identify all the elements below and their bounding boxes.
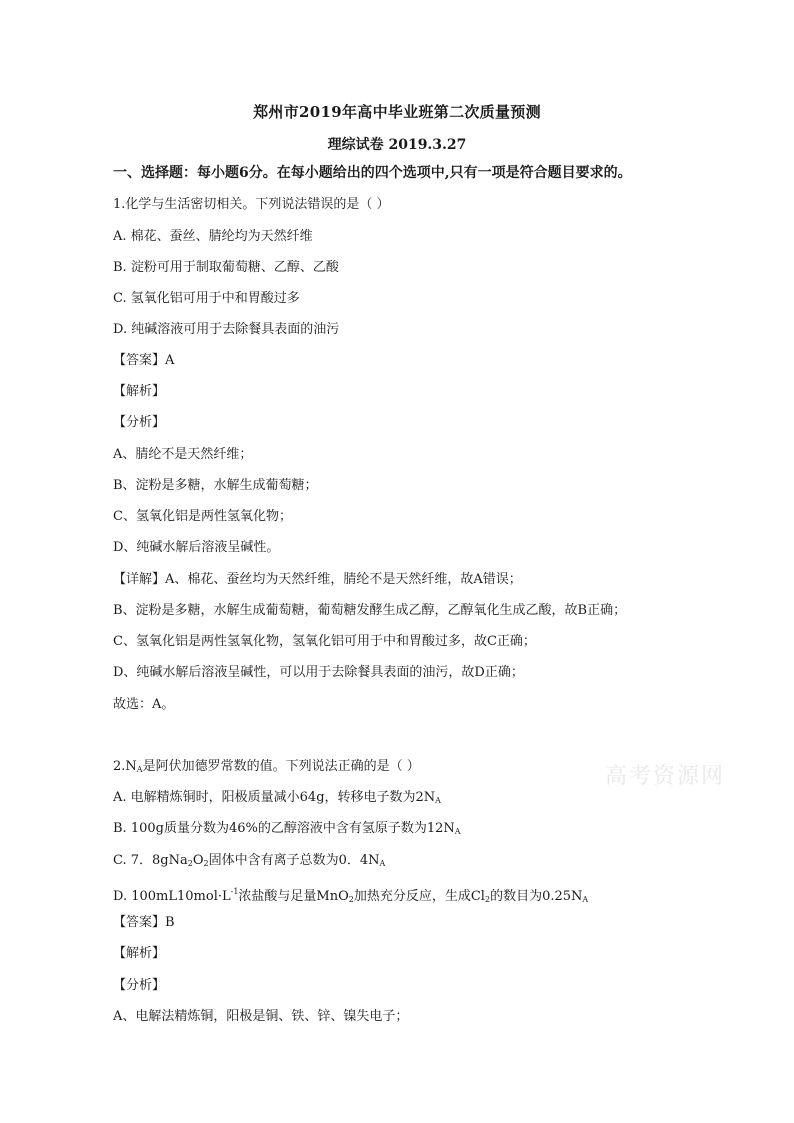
q2-option-c-part2: O	[192, 853, 204, 868]
q2-stem-pre: 2.N	[113, 759, 137, 774]
q2-option-d-sup: -1	[230, 887, 239, 896]
q2-option-b-text: B. 100g质量分数为46%的乙醇溶液中含有氢原子数为12N	[113, 821, 455, 836]
q2-option-c-sub3: A	[379, 859, 386, 868]
q2-option-a	[113, 789, 441, 810]
q2-fenxi-tag: 【分析】	[113, 978, 166, 993]
q2-option-d-sub2: 2	[484, 895, 491, 904]
q1-option-d: D. 纯碱溶液可用于去除餐具表面的油污	[113, 322, 340, 337]
watermark: 高考资源网	[605, 764, 726, 789]
q2-stem-post: 是阿伏加德罗常数的值。下列说法正确的是（ ）	[142, 759, 420, 774]
q1-option-b: B. 淀粉可用于制取葡萄糖、乙醇、乙酸	[113, 260, 339, 275]
q1-detail-b: B、淀粉是多糖，水解生成葡萄糖，葡萄糖发酵生成乙醇，乙醇氧化生成乙酸，故B正确；	[113, 603, 627, 618]
q2-option-c	[113, 852, 385, 873]
q2-fenxi-a: A、电解法精炼铜，阳极是铜、铁、锌、镍失电子；	[113, 1009, 409, 1024]
q2-stem	[113, 758, 420, 779]
q1-fenxi-a: A、腈纶不是天然纤维；	[113, 447, 253, 462]
q2-option-c-sub1: 2	[187, 859, 193, 868]
q2-option-d-sub1: 2	[348, 895, 354, 904]
q2-stem-sub: A	[136, 765, 143, 774]
q1-fenxi-d: D、纯碱水解后溶液呈碱性。	[113, 540, 280, 555]
q2-option-c-part3: 固体中含有离子总数为0．4N	[208, 853, 380, 868]
section-heading: 一、选择题：每小题6分。在每小题给出的四个选项中,只有一项是符合题目要求的。	[113, 165, 632, 181]
exam-subtitle: 理综试卷 2019.3.27	[327, 137, 467, 153]
q2-option-d-part1: D. 100mL10mol·L	[113, 889, 231, 904]
q1-fenxi-c: C、氢氧化铝是两性氢氧化物；	[113, 509, 292, 524]
q1-analysis-tag: 【解析】	[113, 384, 166, 399]
q2-option-b-sub: A	[454, 827, 461, 836]
q2-analysis-tag: 【解析】	[113, 946, 166, 961]
q2-option-a-sub: A	[435, 796, 441, 805]
q2-option-c-sub2: 2	[203, 859, 209, 868]
q1-stem: 1.化学与生活密切相关。下列说法错误的是（ ）	[113, 197, 390, 212]
q2-option-d	[113, 883, 588, 909]
q2-option-d-part2: 浓盐酸与足量MnO	[238, 889, 349, 904]
q1-answer: 【答案】A	[113, 353, 175, 368]
exam-title: 郑州市2019年高中毕业班第二次质量预测	[253, 103, 541, 121]
q2-option-d-part4: 的数目为0.25N	[490, 889, 583, 904]
q2-answer: 【答案】B	[113, 915, 175, 930]
q1-fenxi-tag: 【分析】	[113, 415, 166, 430]
q1-fenxi-b: B、淀粉是多糖，水解生成葡萄糖；	[113, 478, 318, 493]
q1-choice: 故选：A。	[113, 697, 175, 712]
q1-detail-a: 【详解】A、棉花、蚕丝均为天然纤维，腈纶不是天然纤维，故A错误；	[113, 572, 522, 587]
q2-option-a-text: A. 电解精炼铜时，阳极质量减小64g，转移电子数为2N	[113, 790, 436, 805]
q2-option-d-part3: 加热充分反应，生成Cl	[353, 889, 485, 904]
q2-option-d-sub3: A	[582, 895, 589, 904]
q2-option-b	[113, 820, 461, 841]
q2-option-c-part1: C. 7．8gNa	[113, 853, 188, 868]
q1-detail-d: D、纯碱水解后溶液呈碱性，可以用于去除餐具表面的油污，故D正确；	[113, 665, 524, 680]
q1-detail-c: C、氢氧化铝是两性氢氧化物，氢氧化铝可用于中和胃酸过多，故C正确；	[113, 634, 536, 649]
q1-option-c: C. 氢氧化铝可用于中和胃酸过多	[113, 291, 300, 306]
q1-option-a: A. 棉花、蚕丝、腈纶均为天然纤维	[113, 229, 313, 244]
